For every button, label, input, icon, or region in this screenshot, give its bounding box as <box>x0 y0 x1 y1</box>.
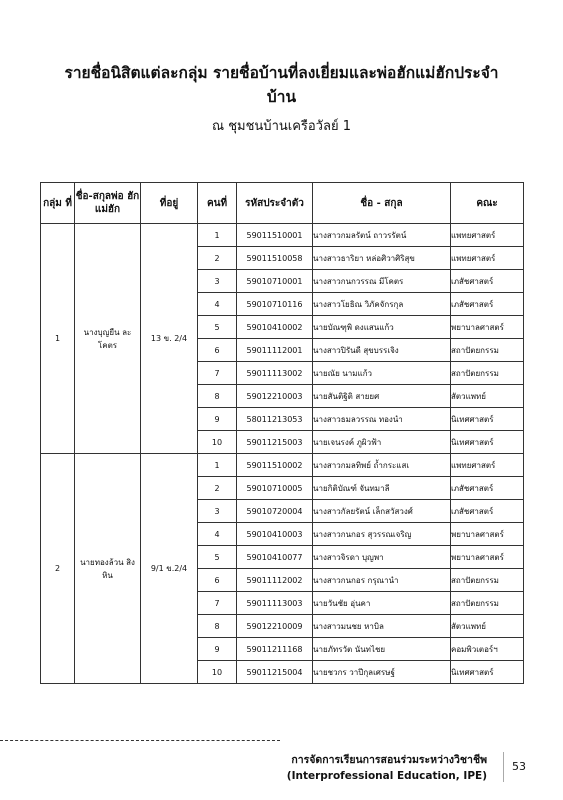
footer-title: การจัดการเรียนการสอนร่วมระหว่างวิชาชีพ <box>291 754 487 766</box>
member-number: 1 <box>198 224 237 247</box>
student-name: นางสาวกนกวรรณ มีโคตร <box>313 270 451 293</box>
footer-dashed-line <box>0 740 280 741</box>
header-faculty: คณะ <box>451 183 524 224</box>
address: 13 ข. 2/4 <box>141 224 198 454</box>
header-name: ชื่อ - สกุล <box>313 183 451 224</box>
table-row <box>41 224 524 247</box>
student-name: นางสาวธมลวรรณ ทองนำ <box>313 408 451 431</box>
faculty: พยาบาลศาสตร์ <box>451 316 524 339</box>
faculty: แพทยศาสตร์ <box>451 247 524 270</box>
header-host: ชื่อ-สกุลพ่อ ฮักแม่ฮัก <box>75 183 141 224</box>
group-number: 2 <box>41 454 75 684</box>
faculty: เภสัชศาสตร์ <box>451 293 524 316</box>
student-name: นางสาวกนกอร กรุณานำ <box>313 569 451 592</box>
student-name: นางสาวโยธิณ วิภัคจักรกุล <box>313 293 451 316</box>
student-id: 59011113002 <box>237 362 313 385</box>
student-id: 59011510002 <box>237 454 313 477</box>
member-number: 5 <box>198 546 237 569</box>
table-row <box>41 454 524 477</box>
page-number: 53 <box>512 760 526 773</box>
student-id: 59010410003 <box>237 523 313 546</box>
faculty: พยาบาลศาสตร์ <box>451 523 524 546</box>
faculty: เภสัชศาสตร์ <box>451 500 524 523</box>
member-number: 1 <box>198 454 237 477</box>
group-number: 1 <box>41 224 75 454</box>
member-number: 2 <box>198 247 237 270</box>
member-number: 3 <box>198 270 237 293</box>
faculty: เภสัชศาสตร์ <box>451 270 524 293</box>
footer-subtitle: (Interprofessional Education, IPE) <box>286 770 487 782</box>
member-number: 3 <box>198 500 237 523</box>
faculty: แพทยศาสตร์ <box>451 224 524 247</box>
header-id: รหัสประจำตัว <box>237 183 313 224</box>
member-number: 8 <box>198 385 237 408</box>
student-id: 59011112001 <box>237 339 313 362</box>
member-number: 5 <box>198 316 237 339</box>
student-id: 59011215003 <box>237 431 313 454</box>
student-id: 59010710001 <box>237 270 313 293</box>
table-body <box>41 224 524 684</box>
student-id: 58011213053 <box>237 408 313 431</box>
header-address: ที่อยู่ <box>141 183 198 224</box>
student-name: นายวันชัย อุ่นคา <box>313 592 451 615</box>
address: 9/1 ข.2/4 <box>141 454 198 684</box>
student-name: นายภัทรวัต นันทไชย <box>313 638 451 661</box>
member-number: 9 <box>198 408 237 431</box>
student-name: นางสาวมนชย หาบิล <box>313 615 451 638</box>
faculty: เภสัชศาสตร์ <box>451 477 524 500</box>
student-group-table <box>40 182 524 684</box>
student-id: 59011215004 <box>237 661 313 684</box>
faculty: คอมพิวเตอร์ฯ <box>451 638 524 661</box>
member-number: 10 <box>198 661 237 684</box>
student-name: นายกิติบัณฑ์ จันทมาลี <box>313 477 451 500</box>
student-name: นางสาวกมลรัตน์ ถาวรรัตน์ <box>313 224 451 247</box>
faculty: สถาปัตยกรรม <box>451 569 524 592</box>
faculty: สถาปัตยกรรม <box>451 339 524 362</box>
student-name: นายชวกร วาปีกุลเศรษฐ์ <box>313 661 451 684</box>
member-number: 6 <box>198 569 237 592</box>
header-no: คนที่ <box>198 183 237 224</box>
document-title-line1: รายชื่อนิสิตแต่ละกลุ่ม รายชื่อบ้านที่ลงเยี่ยมและพ่อฮักแม่ฮักประจำ <box>64 64 499 82</box>
student-id: 59012210003 <box>237 385 313 408</box>
student-id: 59011510058 <box>237 247 313 270</box>
student-id: 59010410002 <box>237 316 313 339</box>
student-id: 59011112002 <box>237 569 313 592</box>
faculty: สถาปัตยกรรม <box>451 362 524 385</box>
host-name: นายทองล้วน สิงหิน <box>75 454 141 684</box>
student-name: นางสาวจิรดา บุญพา <box>313 546 451 569</box>
member-number: 4 <box>198 293 237 316</box>
student-id: 59011211168 <box>237 638 313 661</box>
document-subtitle: ณ ชุมชนบ้านเครือวัลย์ 1 <box>212 119 351 134</box>
member-number: 7 <box>198 592 237 615</box>
faculty: สัตวแพทย์ <box>451 615 524 638</box>
student-id: 59011510001 <box>237 224 313 247</box>
student-id: 59010410077 <box>237 546 313 569</box>
student-name: นางสาวกนกอร สุวรรณเจริญ <box>313 523 451 546</box>
faculty: นิเทศศาสตร์ <box>451 661 524 684</box>
member-number: 10 <box>198 431 237 454</box>
student-id: 59010710116 <box>237 293 313 316</box>
member-number: 6 <box>198 339 237 362</box>
student-name: นางสาวกมลทิพย์ ถ้ำกระแสเ <box>313 454 451 477</box>
faculty: สถาปัตยกรรม <box>451 592 524 615</box>
member-number: 8 <box>198 615 237 638</box>
student-id: 59011113003 <box>237 592 313 615</box>
student-name: นายบัณฑุพิ ดงแสนแก้ว <box>313 316 451 339</box>
student-name: นางสาวธาริยา หล่อศิวาศิริสุข <box>313 247 451 270</box>
faculty: สัตวแพทย์ <box>451 385 524 408</box>
student-name: นายณัย นามแก้ว <box>313 362 451 385</box>
header-group: กลุ่ม ที่ <box>41 183 75 224</box>
faculty: นิเทศศาสตร์ <box>451 408 524 431</box>
student-id: 59010720004 <box>237 500 313 523</box>
student-name: นายเจนรงค์ ภูผิวฟ้า <box>313 431 451 454</box>
member-number: 4 <box>198 523 237 546</box>
faculty: พยาบาลศาสตร์ <box>451 546 524 569</box>
member-number: 2 <box>198 477 237 500</box>
table-header-row <box>41 183 524 224</box>
host-name: นางบุญยืน ละ โคตร <box>75 224 141 454</box>
document-title-line2: บ้าน <box>266 88 297 106</box>
faculty: แพทยศาสตร์ <box>451 454 524 477</box>
student-name: นางสาวปิรันดี สุขบรรเจิง <box>313 339 451 362</box>
student-id: 59010710005 <box>237 477 313 500</box>
student-name: นางสาวกัลยรัตน์ เล็กสวัสวงศ์ <box>313 500 451 523</box>
student-name: นายสันติฐิติ สายยศ <box>313 385 451 408</box>
faculty: นิเทศศาสตร์ <box>451 431 524 454</box>
member-number: 9 <box>198 638 237 661</box>
student-id: 59012210009 <box>237 615 313 638</box>
member-number: 7 <box>198 362 237 385</box>
